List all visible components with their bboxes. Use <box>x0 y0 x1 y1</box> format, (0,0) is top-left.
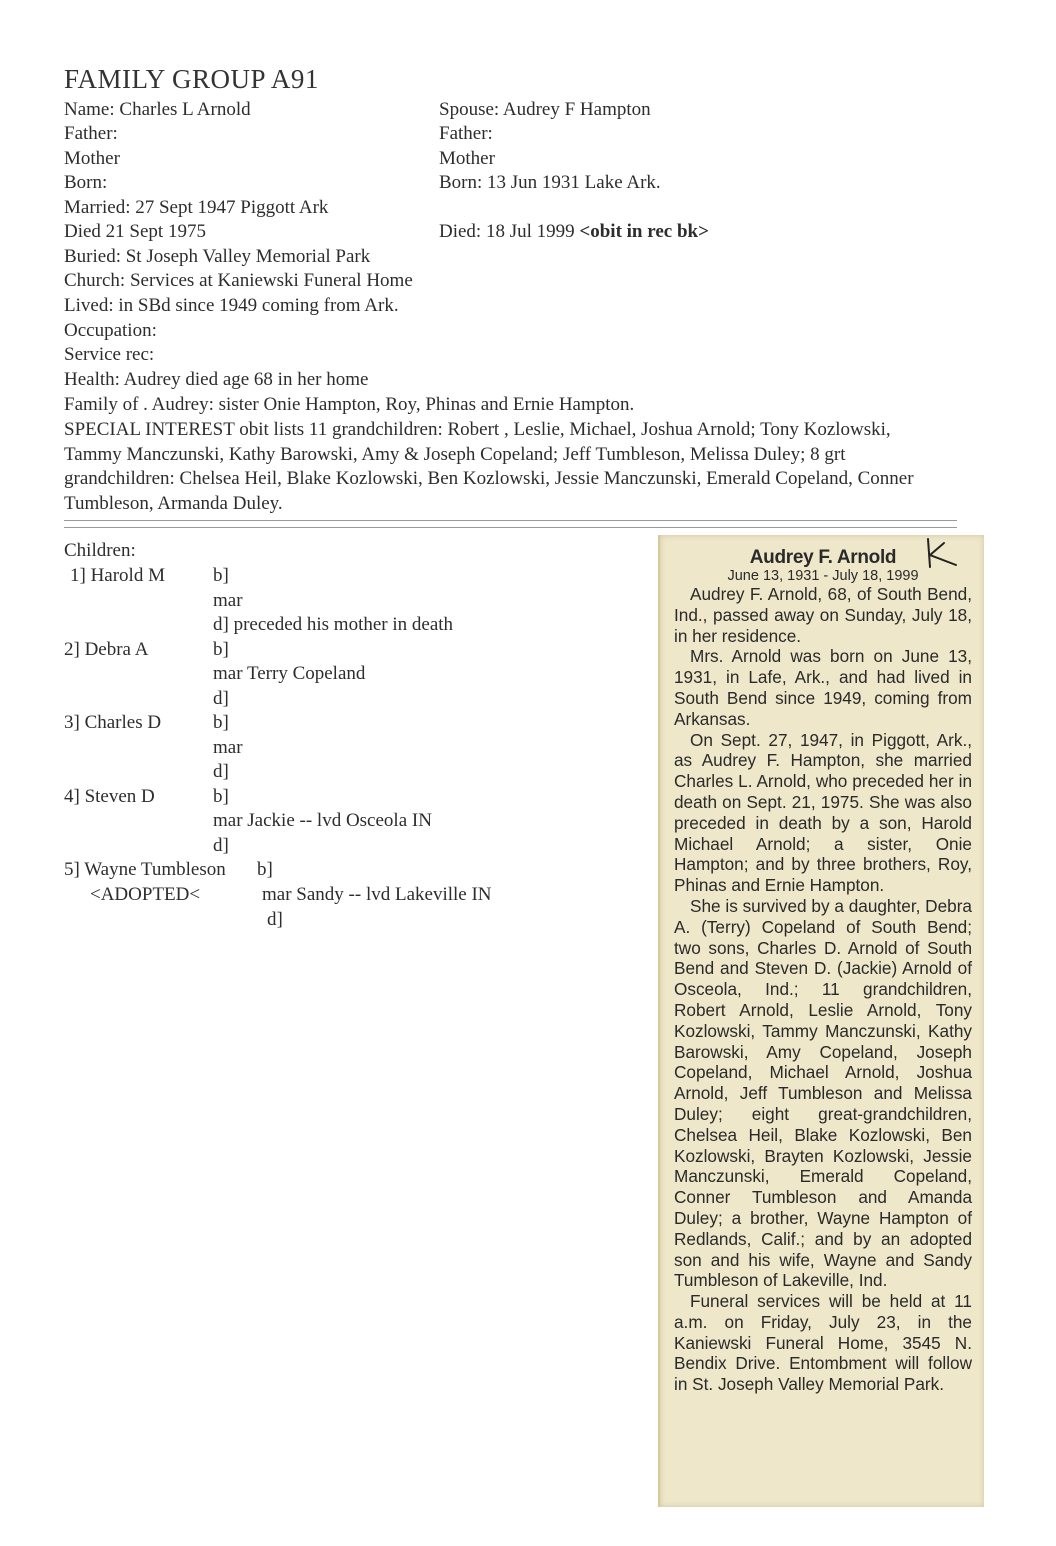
child-married: mar Jackie -- lvd Osceola IN <box>213 810 432 831</box>
child-born: b] <box>213 565 229 586</box>
church-line: Church: Services at Kaniewski Funeral Home <box>64 270 413 291</box>
obituary-paragraph: Audrey F. Arnold, 68, of South Bend, Ind., passed away on Sunday, July 18, in her residence. <box>674 584 972 646</box>
child-died: d] <box>213 761 229 782</box>
page-title: FAMILY GROUP A91 <box>64 64 319 94</box>
obituary-paragraph: She is survived by a daughter, Debra A. (Terry) Copeland of South Bend; two sons, Charles D. Arnold of South Bend and Steven D. (Jackie) Arnold of Osceola, Ind.; 11 grandchildren, Robert Arnold, Leslie Arnold, Tony Kozlowski, Tammy Manczunski, Kathy Barowski, Amy Copeland, Joseph Copeland, Michael Arnold, Joshua Arnold, Jeff Tumbleson and Melissa Duley; eight great-grandchildren, Chelsea Heil, Blake Kozlowski, Ben Kozlowski, Brayten Kozlowski, Jessie Manczunski, Emerald Copeland, Conner Tumbleson and Amanda Duley; a brother, Wayne Hampton of Redlands, Calif.; and by an adopted son and his wife, Wayne and Sandy Tumbleson of Lakeville, Ind. <box>674 895 972 1291</box>
child-name: 3] Charles D <box>64 712 162 733</box>
spouse-mother: Mother <box>439 148 495 169</box>
handwritten-k-mark <box>920 535 960 575</box>
child-died: d] <box>213 688 229 709</box>
health-line: Health: Audrey died age 68 in her home <box>64 369 369 390</box>
service-line: Service rec: <box>64 344 155 365</box>
child-died: d] preceded his mother in death <box>213 614 454 635</box>
family-line: Family of . Audrey: sister Onie Hampton, Roy, Phinas and Ernie Hampton. <box>64 394 635 415</box>
spouse-name: Spouse: Audrey F Hampton <box>439 99 651 120</box>
husband-mother: Mother <box>64 148 120 169</box>
child-married: mar Terry Copeland <box>213 663 366 684</box>
child-died: d] <box>213 835 229 856</box>
child-name: 2] Debra A <box>64 639 149 660</box>
buried-line: Buried: St Joseph Valley Memorial Park <box>64 246 371 267</box>
obituary-paragraph: Funeral services will be held at 11 a.m. on Friday, July 23, in the Kaniewski Funeral Home, 3545 N. Bendix Drive. Entombment will follow in St. Joseph Valley Memorial Park. <box>674 1291 972 1395</box>
children-label: Children: <box>64 540 136 561</box>
special-interest: SPECIAL INTEREST obit lists 11 grandchildren: Robert , Leslie, Michael, Joshua Arnold; Tony Kozlowski, Tammy Manczunski, Kathy Barowski, Amy & Joseph Copeland; Jeff Tumbleson, Melissa Duley; 8 grt grandchildren: Chelsea Heil, Blake Kozlowski, Ben Kozlowski, Jessie Manczunski, Emerald Copeland, Conner Tumbleson, Armanda Duley. <box>64 419 914 514</box>
child-married: mar <box>213 590 243 611</box>
child-born: b] <box>257 859 273 880</box>
husband-died: Died 21 Sept 1975 <box>64 221 206 242</box>
spouse-died <box>439 220 709 244</box>
child-married: mar Sandy -- lvd Lakeville IN <box>262 884 492 905</box>
occupation-line: Occupation: <box>64 320 157 341</box>
child-name: 1] Harold M <box>70 565 165 586</box>
lived-line: Lived: in SBd since 1949 coming from Ark. <box>64 295 399 316</box>
child-born: b] <box>213 712 229 733</box>
spouse-born: Born: 13 Jun 1931 Lake Ark. <box>439 172 661 193</box>
adopted-note: <ADOPTED< <box>90 884 201 905</box>
child-born: b] <box>213 639 229 660</box>
obituary-body <box>674 584 972 1395</box>
child-married: mar <box>213 737 243 758</box>
spouse-father: Father: <box>439 123 493 144</box>
child-name: 4] Steven D <box>64 786 155 807</box>
child-died: d] <box>267 909 283 930</box>
spouse-died-date: Died: 18 Jul 1999 <box>439 221 575 242</box>
child-name: 5] Wayne Tumbleson <box>64 859 226 880</box>
obituary-clipping <box>658 535 984 1507</box>
husband-father: Father: <box>64 123 118 144</box>
married-line: Married: 27 Sept 1947 Piggott Ark <box>64 197 329 218</box>
child-born: b] <box>213 786 229 807</box>
husband-born: Born: <box>64 172 108 193</box>
obituary-dates: June 13, 1931 - July 18, 1999 <box>727 568 919 584</box>
husband-name: Name: Charles L Arnold <box>64 99 251 120</box>
obituary-paragraph: Mrs. Arnold was born on June 13, 1931, in Lafe, Ark., and had lived in South Bend since 1949, coming from Arkansas. <box>674 646 972 729</box>
obit-reference: <obit in rec bk> <box>579 221 709 242</box>
obituary-headline: Audrey F. Arnold <box>749 547 897 568</box>
obituary-paragraph: On Sept. 27, 1947, in Piggott, Ark., as Audrey F. Hampton, she married Charles L. Arnold, who preceded her in death on Sept. 21, 1975. She was also preceded in death by a son, Harold Michael Arnold; a sister, Onie Hampton; and by three brothers, Roy, Phinas and Ernie Hampton. <box>674 729 972 896</box>
divider <box>64 520 957 528</box>
